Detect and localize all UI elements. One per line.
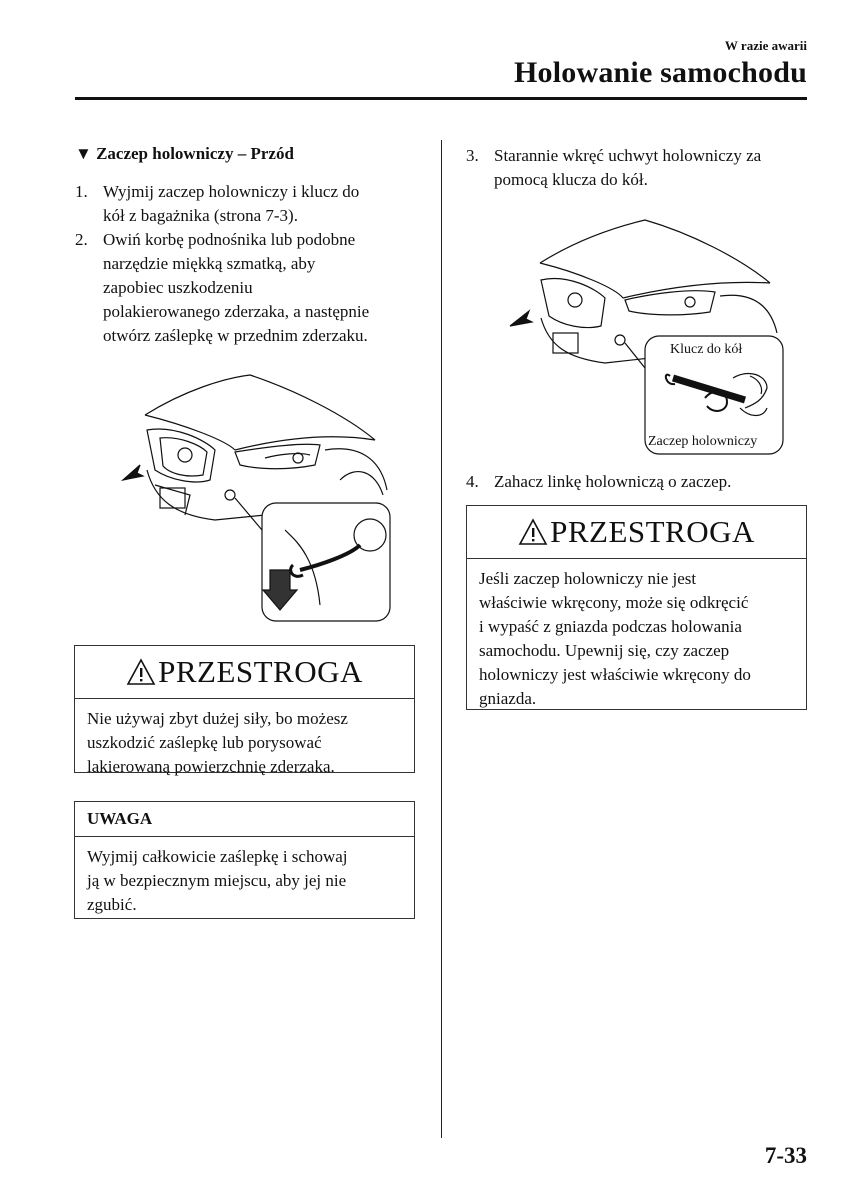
subheading xyxy=(75,144,294,164)
caution-header xyxy=(467,506,806,559)
column-divider xyxy=(441,140,442,1138)
step-number: 2. xyxy=(75,230,88,249)
triangle-bullet-icon: ▼ xyxy=(75,144,97,163)
page-title: Holowanie samochodu xyxy=(513,56,807,89)
step-text: Zahacz linkę holowniczą o zaczep. xyxy=(494,472,732,491)
note-box xyxy=(74,801,415,919)
step-text: Wyjmij zaczep holowniczy i klucz do kół z bagażnika (strona 7-3). xyxy=(103,182,360,225)
hook-label: Zaczep holowniczy xyxy=(648,434,758,449)
step-number: 4. xyxy=(466,472,479,491)
caution-text: Nie używaj zbyt dużej siły, bo możesz uszkodzić zaślepkę lub porysować lakierowaną powierzchnię zderzaka. xyxy=(87,709,348,776)
caution-text: Jeśli zaczep holowniczy nie jest właściwie wkręcony, może się odkręcić i wypaść z gniazda podczas holowania samochodu. Upewnij się, czy zaczep holowniczy jest właściwie wkręcony do gniazda. xyxy=(479,569,751,708)
section-label: W razie awarii xyxy=(724,38,807,53)
hook-wrench-illustration xyxy=(505,208,790,463)
car-front-cover-illustration xyxy=(115,370,400,625)
warning-triangle-icon xyxy=(126,658,156,686)
page-number: 7-33 xyxy=(764,1143,807,1168)
caution-box xyxy=(466,505,807,710)
step-2 xyxy=(75,228,435,348)
warning-triangle-icon xyxy=(518,518,548,546)
note-text: Wyjmij całkowicie zaślepkę i schowaj ją w bezpiecznym miejscu, aby jej nie zgubić. xyxy=(87,847,348,914)
step-1 xyxy=(75,180,435,228)
title-divider xyxy=(75,97,807,100)
wrench-label: Klucz do kół xyxy=(670,342,743,357)
step-number: 3. xyxy=(466,146,479,165)
caution-title: PRZESTROGA xyxy=(158,654,363,689)
step-3 xyxy=(466,144,811,192)
note-title: UWAGA xyxy=(75,802,414,837)
subheading-text: Zaczep holowniczy – Przód xyxy=(96,144,294,163)
caution-box xyxy=(74,645,415,776)
step-text: Owiń korbę podnośnika lub podobne narzędzie miękką szmatką, aby zapobiec uszkodzeniu polakierowanego zderzaka, a następnie otwórz zaślepkę w przednim zderzaku. xyxy=(103,230,370,345)
step-text: Starannie wkręć uchwyt holowniczy za pomocą klucza do kół. xyxy=(494,146,762,189)
step-4 xyxy=(466,470,811,494)
step-number: 1. xyxy=(75,182,88,201)
caution-header xyxy=(75,646,414,699)
caution-title: PRZESTROGA xyxy=(550,514,755,549)
